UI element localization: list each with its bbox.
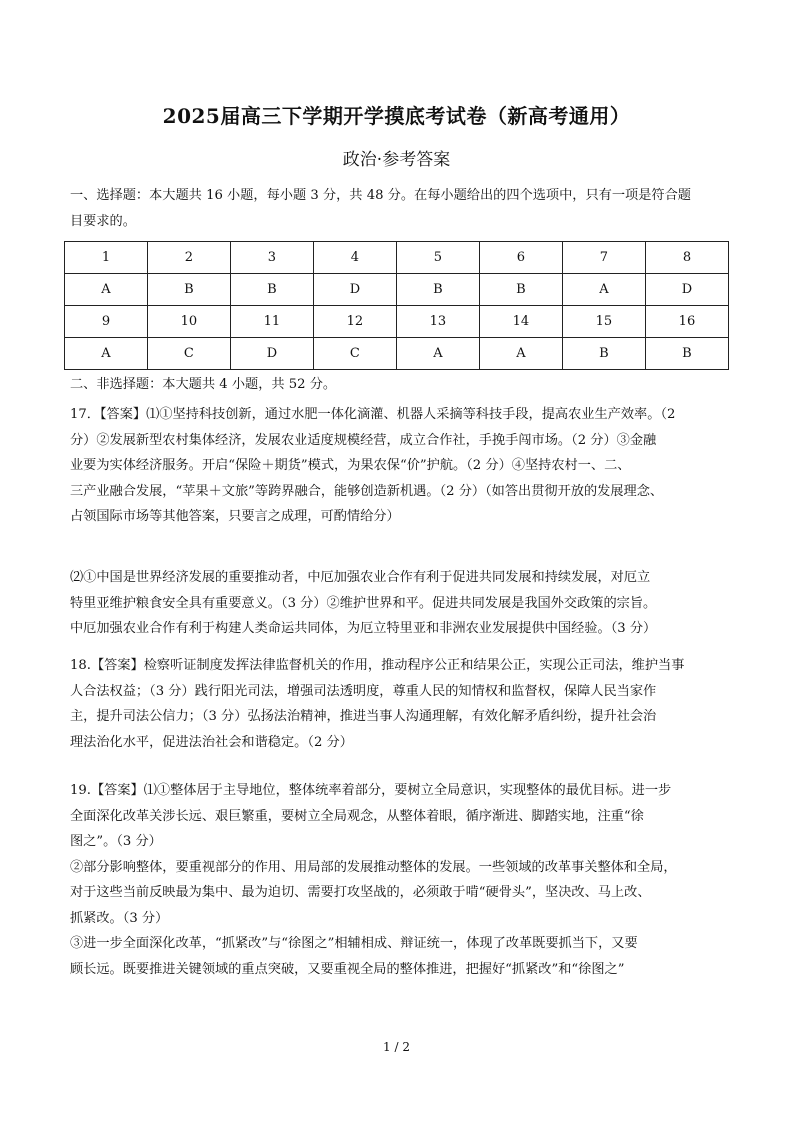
question-number-cell: 5	[396, 242, 479, 274]
answer-cell: A	[65, 338, 148, 370]
answer-cell: D	[230, 338, 313, 370]
question-number-cell: 8	[645, 242, 728, 274]
text-line: 分）②发展新型农村集体经济，发展农业适度规模经营，成立合作社，手挽手闯市场。（2 分）③金融	[70, 432, 657, 448]
question-number-cell: 7	[562, 242, 645, 274]
answer-cell: B	[562, 338, 645, 370]
answer-cell: B	[230, 274, 313, 306]
text-line: 三产业融合发展，“苹果＋文旅”等跨界融合，能够创造新机遇。（2 分）（如答出贯彻开放的发展理念、	[70, 483, 664, 499]
page-title: 2025届高三下学期开学摸底考试卷（新高考通用）	[162, 104, 631, 128]
answer-cell: C	[147, 338, 230, 370]
table-row	[65, 242, 729, 274]
answer-cell: B	[645, 338, 728, 370]
question-number-cell: 2	[147, 242, 230, 274]
text-line: ⑵①中国是世界经济发展的重要推动者，中厄加强农业合作有利于促进共同发展和持续发展，对厄立	[70, 570, 651, 585]
text-line: ③进一步全面深化改革，“抓紧改”与“徐图之”相辅相成、辩证统一，体现了改革既要抓当下，又要	[70, 936, 638, 951]
question-number-cell: 14	[479, 306, 562, 338]
answer-cell: A	[479, 338, 562, 370]
text-line: 业要为实体经济服务。开启“保险＋期货”模式，为果农保“价”护航。（2 分）④坚持农村一、二、	[70, 458, 631, 473]
answer-cell: C	[313, 338, 396, 370]
text-line: 中厄加强农业合作有利于构建人类命运共同体，为厄立特里亚和非洲农业发展提供中国经验。（3 分）	[70, 621, 657, 636]
answer-cell: D	[313, 274, 396, 306]
question-17-part-2-answer	[70, 565, 730, 642]
question-19-answer	[70, 778, 730, 982]
question-number-cell: 15	[562, 306, 645, 338]
text-line: 占领国际市场等其他答案，只要言之成理，可酌情给分）	[70, 509, 400, 524]
text-line: 18.【答案】检察听证制度发挥法律监督机关的作用，推动程序公正和结果公正，实现公正司法，维护当事	[70, 658, 685, 673]
text-line: 二、非选择题：本大题共 4 小题，共 52 分。	[70, 377, 337, 392]
text-line: 一、选择题：本大题共 16 小题，每小题 3 分，共 48 分。在每小题给出的四个选项中，只有一项是符合题	[70, 188, 691, 203]
section-multiple-choice-heading	[70, 183, 730, 234]
answer-table	[64, 241, 729, 370]
section-open-questions-heading	[70, 372, 730, 398]
question-number-cell: 6	[479, 242, 562, 274]
text-line: 理法治化水平，促进法治社会和谐稳定。（2 分）	[70, 734, 353, 750]
answer-cell: B	[147, 274, 230, 306]
question-number-cell: 3	[230, 242, 313, 274]
answer-cell: A	[562, 274, 645, 306]
question-17-answer	[70, 402, 730, 530]
text-line: 抓紧改。（3 分）	[70, 910, 169, 926]
text-line: 17．【答案】⑴①坚持科技创新，通过水肥一体化滴灌、机器人采摘等科技手段，提高农业生产效率。（2	[70, 407, 676, 422]
question-18-answer	[70, 653, 730, 755]
table-row	[65, 338, 729, 370]
table-row	[65, 306, 729, 338]
text-line: 主，提升司法公信力；（3 分）弘扬法治精神，推进当事人沟通理解，有效化解矛盾纠纷，提升社会治	[70, 709, 657, 724]
answer-cell: A	[65, 274, 148, 306]
text-line: 人合法权益；（3 分）践行阳光司法，增强司法透明度，尊重人民的知情权和监督权，保障人民当家作	[70, 683, 657, 699]
table-row	[65, 274, 729, 306]
answer-cell: B	[479, 274, 562, 306]
question-number-cell: 4	[313, 242, 396, 274]
question-number-cell: 13	[396, 306, 479, 338]
question-number-cell: 1	[65, 242, 148, 274]
answer-cell: B	[396, 274, 479, 306]
text-line: ②部分影响整体，要重视部分的作用、用局部的发展推动整体的发展。一些领域的改革事关整体和全局，	[70, 859, 677, 875]
text-line: 顾长远。既要推进关键领域的重点突破，又要重视全局的整体推进，把握好“抓紧改”和“徐图之”	[70, 961, 625, 977]
page-number: 1 / 2	[383, 1040, 410, 1054]
text-line: 全面深化改革关涉长远、艰巨繁重，要树立全局观念，从整体着眼，循序渐进、脚踏实地，注重“徐	[70, 808, 644, 824]
text-line: 目要求的。	[70, 213, 136, 229]
text-line: 图之”。（3 分）	[70, 834, 162, 849]
question-number-cell: 9	[65, 306, 148, 338]
question-number-cell: 16	[645, 306, 728, 338]
page-subtitle: 政治·参考答案	[342, 150, 451, 170]
text-line: 对于这些当前反映最为集中、最为迫切、需要打攻坚战的，必须敢于啃“硬骨头”，坚决改、马上改、	[70, 885, 651, 900]
text-line: 特里亚维护粮食安全具有重要意义。（3 分）②维护世界和平。促进共同发展是我国外交政策的宗旨。	[70, 595, 657, 611]
question-number-cell: 10	[147, 306, 230, 338]
question-number-cell: 11	[230, 306, 313, 338]
text-line: 19.【答案】⑴①整体居于主导地位，整体统率着部分，要树立全局意识，实现整体的最优目标。进一步	[70, 783, 672, 798]
answer-cell: D	[645, 274, 728, 306]
question-number-cell: 12	[313, 306, 396, 338]
answer-cell: A	[396, 338, 479, 370]
